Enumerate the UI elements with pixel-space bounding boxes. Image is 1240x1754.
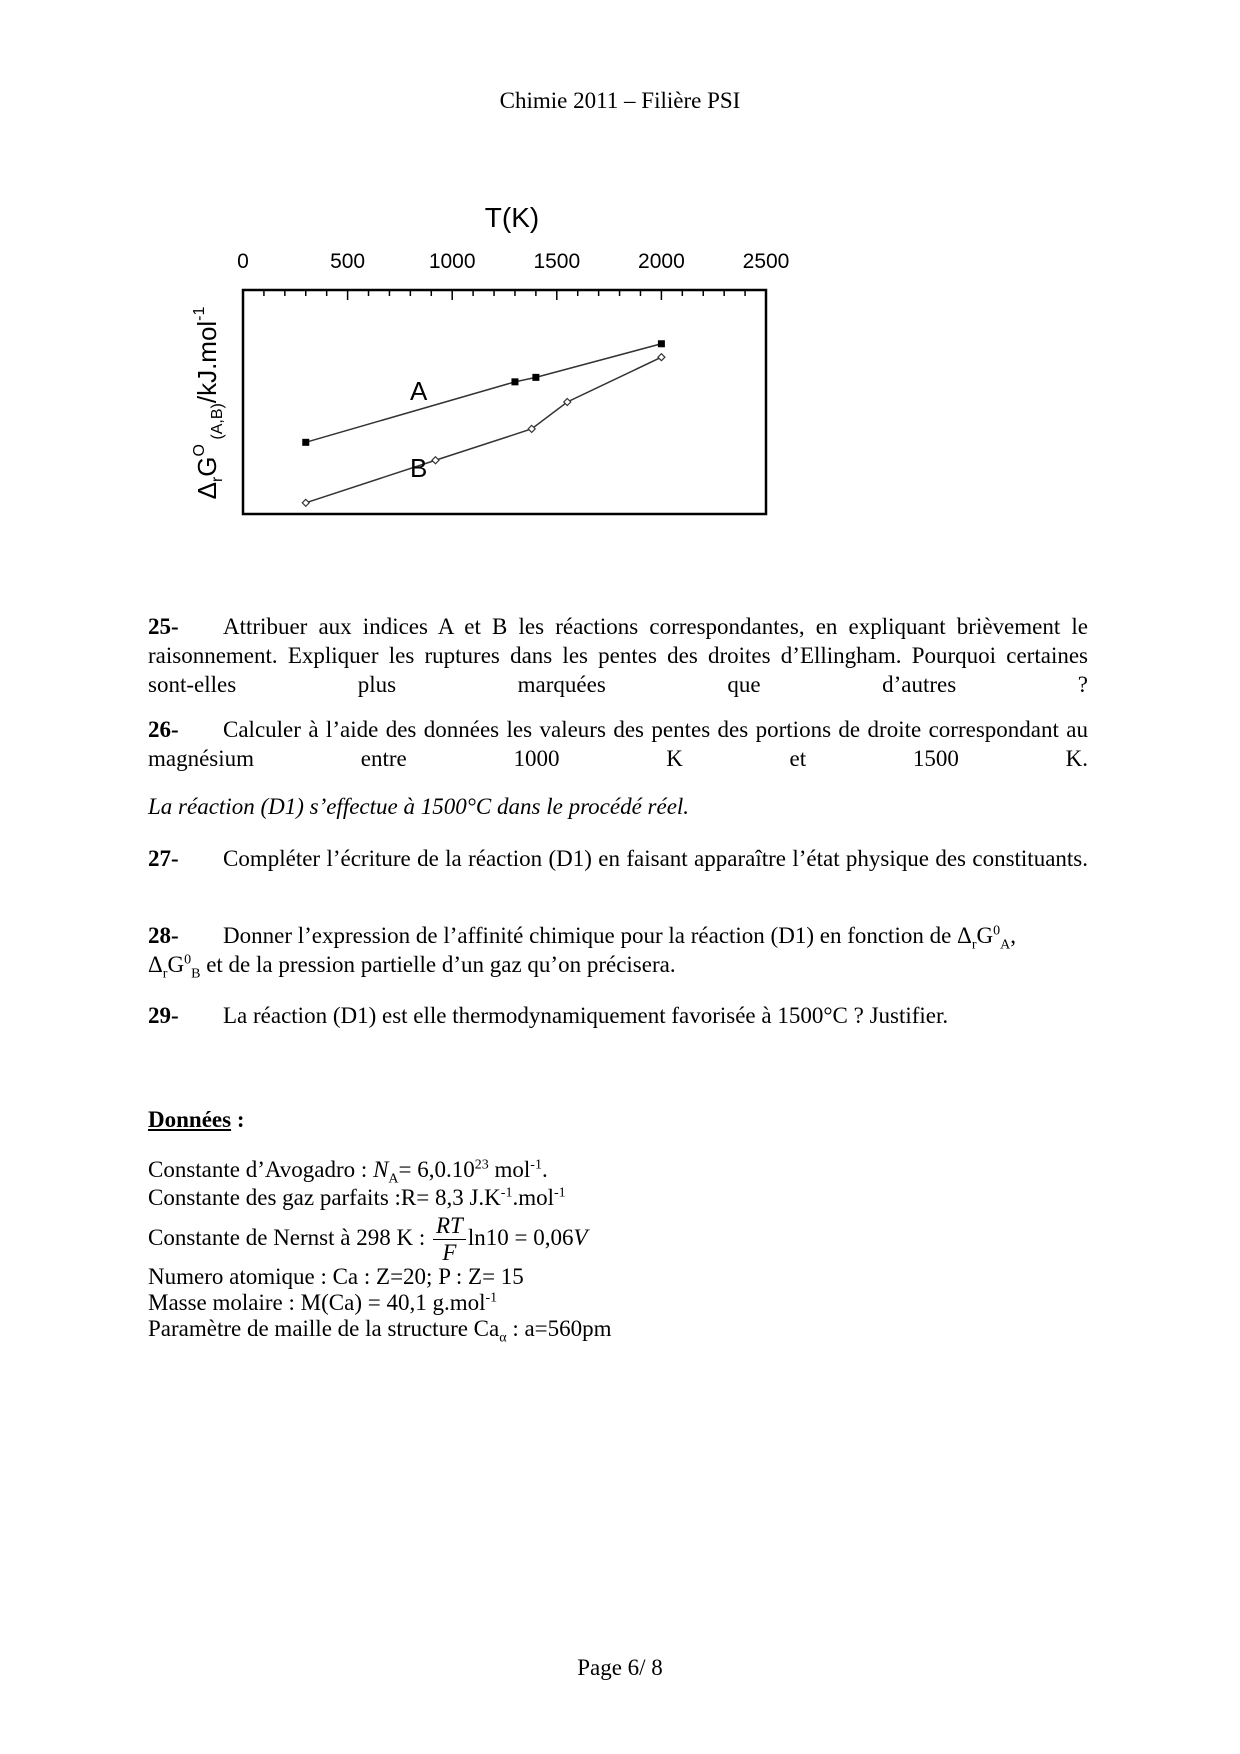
nernst-fraction: $\frac{RT}{F}$ bbox=[433, 1213, 466, 1266]
data-point-A bbox=[532, 374, 539, 381]
question-number: 25- bbox=[148, 614, 179, 639]
avogadro-line: Constante d’Avogadro : $N_A= 6,0.10^{23}$ mol$^{-1}$. bbox=[148, 1157, 548, 1187]
italic-note: La réaction (D1) s’effectue à 1500°C dans le procédé réel. bbox=[148, 794, 690, 819]
chart-title: T(K) bbox=[484, 202, 540, 233]
maille-line: Paramètre de maille de la structure $Ca_\alpha$ : a=560pm bbox=[148, 1316, 612, 1346]
question-text: Compléter l’écriture de la réaction (D1) en faisant apparaître l’état physique des constituants. bbox=[223, 846, 1088, 871]
y-axis-label: $\Delta_rG^O$ $_{(A,B)}$/kJ.mol$^{-1}$ bbox=[191, 306, 226, 500]
question-text: Attribuer aux indices A et B les réactions correspondantes, en expliquant brièvement le raisonnement. Expliquer les ruptures dans les pentes des droites d’Ellingham. Pourquoi certaines sont-elles plus marquées que d’autres ? bbox=[148, 614, 1088, 697]
x-tick-label: 1500 bbox=[533, 250, 581, 273]
series-line-B bbox=[306, 357, 662, 503]
donnees-heading: Données : bbox=[148, 1107, 245, 1132]
question-number: 29- bbox=[148, 1003, 179, 1028]
ellingham-chart bbox=[191, 202, 920, 595]
data-point-A bbox=[511, 378, 518, 385]
masse-molaire-line: Masse molaire : M(Ca) = 40,1 g.mol$^{-1}$ bbox=[148, 1290, 498, 1315]
page-header: Chimie 2011 – Filière PSI bbox=[499, 88, 741, 113]
question-27 bbox=[148, 844, 1088, 902]
page-footer: Page 6/ 8 bbox=[577, 1655, 663, 1680]
data-point-B bbox=[302, 499, 309, 506]
question-25 bbox=[148, 612, 1088, 728]
x-tick-label: 500 bbox=[330, 250, 366, 273]
data-point-B bbox=[658, 354, 665, 361]
x-tick-label: 0 bbox=[237, 250, 249, 273]
gaz-parfaits-line: Constante des gaz parfaits :R= 8,3 $J.K^{-1}.mol^{-1}$ bbox=[148, 1185, 566, 1210]
x-tick-label: 2500 bbox=[742, 250, 790, 273]
question-text: La réaction (D1) est elle thermodynamiquement favorisée à 1500°C ? Justifier. bbox=[223, 1003, 949, 1028]
question-28: 28- Donner l’expression de l’affinité chimique pour la réaction (D1) en fonction de $\Delta_rG^0_A$, $\Delta_rG^0_B$ et de la pression partielle d’un gaz qu’on précisera. bbox=[148, 923, 1017, 982]
series-label-A: A bbox=[410, 376, 428, 406]
data-point-B bbox=[432, 457, 439, 464]
data-point-A bbox=[302, 439, 309, 446]
data-point-A bbox=[658, 340, 665, 347]
question-number: 28- bbox=[148, 923, 179, 948]
question-26 bbox=[148, 715, 1088, 802]
nernst-line: Constante de Nernst à 298 K : $\frac{RT}{F}$ ln10 = 0,06V bbox=[148, 1213, 588, 1265]
series-line-A bbox=[306, 344, 662, 443]
x-tick-label: 1000 bbox=[428, 250, 476, 273]
x-tick-label: 2000 bbox=[638, 250, 685, 273]
question-number: 27- bbox=[148, 846, 179, 871]
numero-atomique-line: Numero atomique : Ca : Z=20; P : Z= 15 bbox=[148, 1264, 524, 1289]
question-29 bbox=[148, 1001, 1088, 1030]
series-label-B: B bbox=[410, 453, 428, 483]
plot-frame bbox=[243, 290, 766, 514]
question-text: Calculer à l’aide des données les valeurs des pentes des portions de droite correspondant au magnésium entre 1000 K et 1500 K. bbox=[148, 717, 1088, 771]
question-number: 26- bbox=[148, 717, 179, 742]
